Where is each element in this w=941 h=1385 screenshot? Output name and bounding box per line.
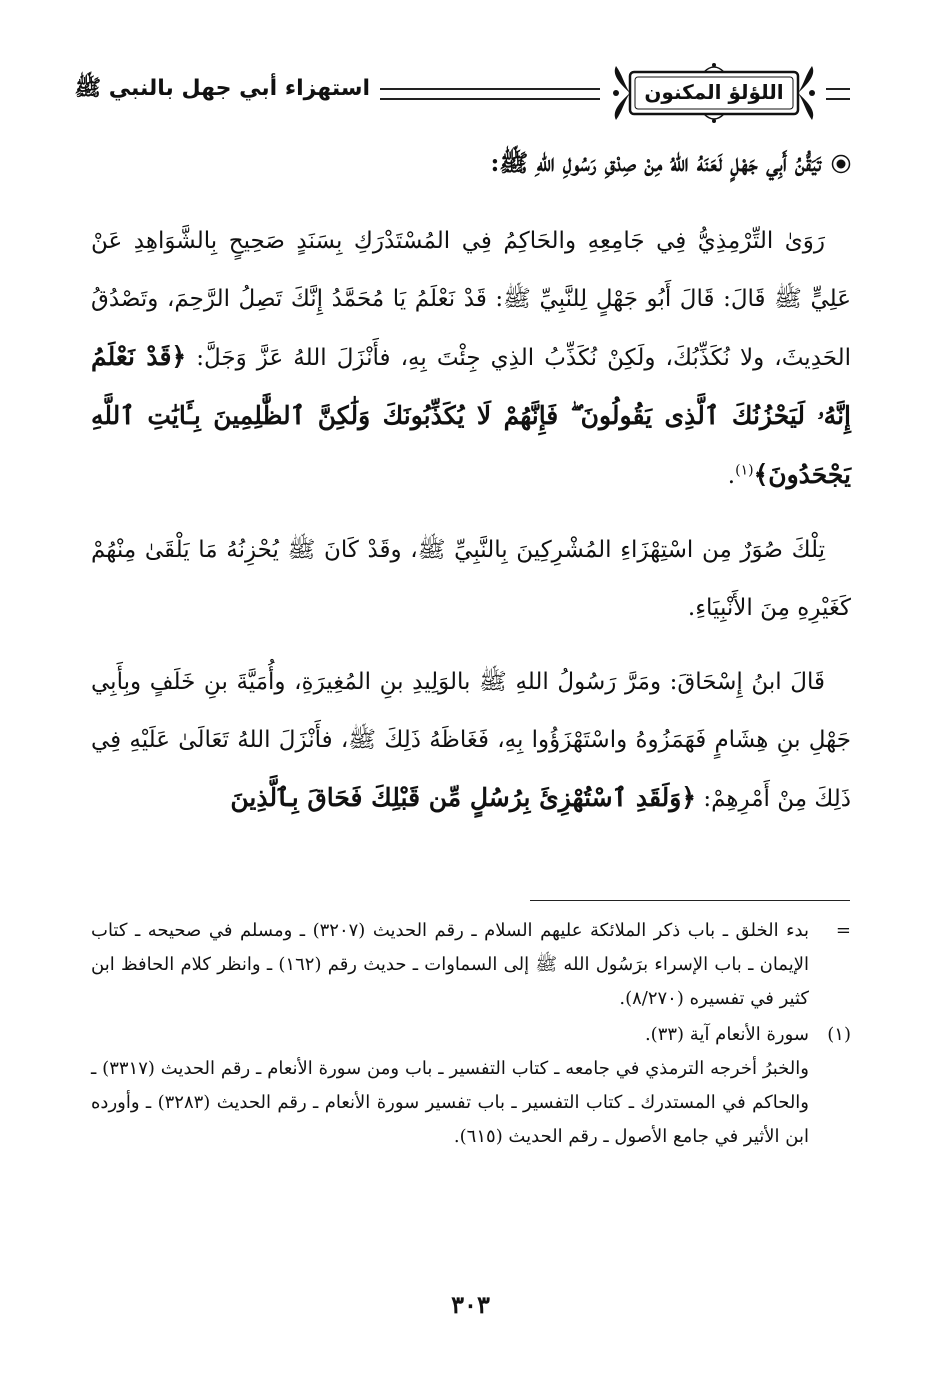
footnote-continuation-text: بدء الخلق ـ باب ذكر الملائكة عليهم السلام ـ رقم الحديث (٣٢٠٧) ـ ومسلم في صحيحه ـ كتاب الإيمان ـ باب الإسراء برَسُول الله ﷺ إلى السماوات ـ حديث رقم (١٦٢) ـ وانظر كلام الحافظ ابن كثير في تفسيره (٨/٢٧٠).	[91, 920, 809, 1009]
footnote-1	[91, 1018, 851, 1154]
footnote-1-line-2: والخبرُ أخرجه الترمذي في جامعه ـ كتاب التفسير ـ باب ومن سورة الأنعام ـ رقم الحديث (٣٣١٧) ـ والحاكم في المستدرك ـ كتاب التفسير ـ باب تفسير سورة الأنعام ـ رقم الحديث (٣٢٨٣) ـ وأورده ابن الأثير في جامع الأصول ـ رقم الحديث (٦١٥).	[91, 1058, 809, 1147]
subheading-text: تَيَقُّنُ أَبِي جَهْلٍ لَعَنَهُ اللهُ مِنْ صِدْقِ رَسُولِ اللهِ ﷺ:	[490, 148, 821, 177]
footnote-ref-1[interactable]: (١)	[735, 462, 754, 479]
paragraph-3	[91, 653, 851, 828]
header-rule-right	[826, 88, 850, 100]
footnote-separator	[530, 900, 850, 901]
footnote-1-marker: (١)	[827, 1024, 851, 1045]
book-title: اللؤلؤ المكنون	[644, 80, 784, 104]
flower-bullet-icon	[831, 154, 851, 174]
main-text	[91, 130, 851, 844]
book-title-cartouche	[608, 60, 820, 126]
quran-verse-2: ﴿وَلَقَدِ ٱسْتُهْزِئَ بِرُسُلٍ مِّن قَبْلِكَ فَحَاقَ بِٱلَّذِينَ	[230, 783, 697, 812]
paragraph-1-end: .	[727, 463, 736, 489]
paragraph-1-text: رَوَىٰ التِّرْمِذِيُّ فِي جَامِعِهِ والحَاكِمُ فِي المُسْتَدْرَكِ بِسَنَدٍ صَحِيحٍ بِالشَّوَاهِدِ عَنْ عَلِيٍّ ﷺ قَالَ: قَالَ أَبُو جَهْلٍ لِلنَّبِيِّ ﷺ: قَدْ نَعْلَمُ يَا مُحَمَّدُ إِنَّكَ تَصِلُ الرَّحِمَ، وتَصْدُقُ الحَدِيثَ، ولا نُكَذِّبُكَ، ولَكِنْ نُكَذِّبُ الذِي جِئْتَ بِهِ، فأَنْزَلَ اللهُ عَزَّ وَجَلَّ:	[91, 228, 852, 371]
footnote-1-line-1: سورة الأنعام آية (٣٣).	[644, 1024, 809, 1045]
footnote-continuation	[91, 914, 851, 1016]
paragraph-3-text: قَالَ ابنُ إِسْحَاقَ: ومَرَّ رَسُولُ اللهِ ﷺ بالوَلِيدِ بنِ المُغِيرَةِ، وأُمَيَّةَ بنِ خَلَفٍ وبِأَبِي جَهْلِ بنِ هِشَامٍ فَهَمَزُوهُ واسْتَهْزَؤُوا بِهِ، فَغَاظَهُ ذَلِكَ ﷺ، فأَنْزَلَ اللهُ تَعَالَىٰ عَلَيْهِ فِي ذَلِكَ مِنْ أَمْرِهِمْ:	[91, 669, 851, 812]
section-subheading	[91, 134, 851, 192]
quran-verse-1: ﴿قَدْ نَعْلَمُ إِنَّهُۥ لَيَحْزُنُكَ ٱلَّذِى يَقُولُونَ ۖ فَإِنَّهُمْ لَا يُكَذِّبُونَكَ وَلَٰكِنَّ ٱلظَّٰلِمِينَ بِـَٔايَٰتِ ٱللَّهِ يَجْحَدُونَ﴾	[91, 342, 851, 489]
paragraph-2: تِلْكَ صُوَرٌ مِن اسْتِهْزَاءِ المُشْرِكِينَ بِالنَّبِيِّ ﷺ، وقَدْ كَانَ ﷺ يُحْزِنُهُ مَا يَلْقَىٰ مِنْهُمْ كَغَيْرِهِ مِنَ الأَنْبِيَاءِ.	[91, 537, 851, 621]
page-number: ٣٠٣	[451, 1290, 490, 1319]
paragraph-1	[91, 212, 851, 505]
running-title: استهزاء أبي جهل بالنبي ﷺ	[74, 76, 370, 101]
footnotes	[91, 914, 851, 1156]
header-rule-middle	[380, 88, 600, 100]
footnote-continuation-marker: =	[835, 920, 851, 941]
page-header	[74, 58, 850, 132]
